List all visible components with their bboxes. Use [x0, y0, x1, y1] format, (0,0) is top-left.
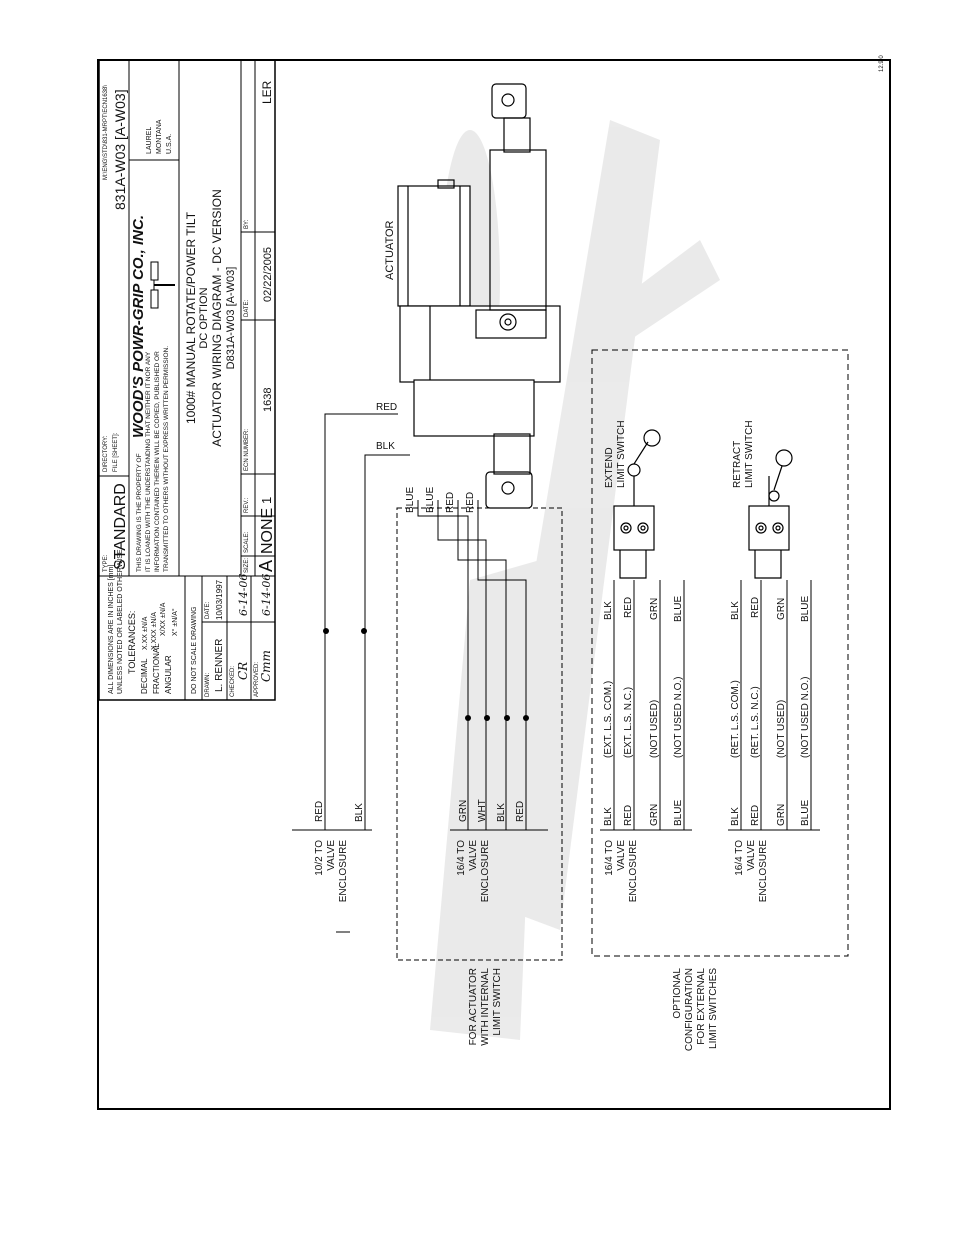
enclosure-10-2-wire-red: RED: [314, 800, 325, 822]
file-value: 831A-W03 [A-W03]: [112, 89, 128, 210]
internal-wire-blue-2: BLUE: [425, 486, 436, 513]
ret-bottom-wire-grn: GRN: [776, 803, 787, 826]
ret-function-unused: (NOT USED): [776, 699, 787, 758]
property-line-2: IT IS LOANED WITH THE UNDERSTANDING THAT NEITHER IT NOR ANY: [145, 351, 152, 572]
enclosure-ext-line-3: ENCLOSURE: [628, 840, 639, 903]
enclosure-ext-line-2: VALVE: [616, 840, 627, 871]
tol-fractional: X/XX ±N/A: [160, 602, 167, 636]
drawing-title-4: D831A-W03 [A-W03]: [225, 266, 237, 370]
ext-function-nc: (EXT. L.S. N.C.): [623, 686, 634, 758]
ret-top-wire-red: RED: [750, 596, 761, 618]
ext-top-wire-blk: BLK: [603, 601, 614, 620]
ext-bottom-wire-blk: BLK: [603, 807, 614, 826]
internal-group-line-1: FOR ACTUATOR: [468, 968, 479, 1046]
ext-top-wire-red: RED: [623, 596, 634, 618]
ext-function-unused: (NOT USED): [649, 699, 660, 758]
internal-group-line-2: WITH INTERNAL: [480, 968, 491, 1046]
extend-switch-label-1: EXTEND: [604, 447, 615, 488]
enclosure-10-2-wire-blk: BLK: [354, 803, 365, 822]
file-label: FILE [SHEET]:: [113, 432, 119, 472]
ret-bottom-wire-red: RED: [750, 804, 761, 826]
optional-group-line-3: FOR EXTERNAL: [696, 968, 707, 1045]
enclosure-10-2-line-2: VALVE: [326, 840, 337, 871]
ext-function-no: (NOT USED N.O.): [673, 676, 684, 758]
internal-wire-blue-1: BLUE: [405, 486, 416, 513]
enclosure-10-2-line-1: 10/2 TO: [314, 840, 325, 876]
internal-wire-red-1: RED: [445, 491, 456, 513]
enclosure-internal-line-3: ENCLOSURE: [480, 840, 491, 903]
checked-date: 6-14-06: [237, 573, 250, 616]
tol-header-fractional: FRACTIONAL: [152, 643, 161, 694]
internal-wire-red-2: RED: [465, 491, 476, 513]
retract-switch-label-2: LIMIT SWITCH: [744, 420, 755, 488]
tolerances-label: TOLERANCES:: [127, 610, 137, 674]
actuator-wire-blk: BLK: [376, 441, 395, 452]
rev-date-label: DATE:: [244, 299, 250, 317]
ext-top-wire-grn: GRN: [649, 597, 660, 620]
ret-top-wire-blue: BLUE: [800, 595, 811, 622]
drawn-by: L. RENNER: [214, 638, 225, 692]
internal-group-line-3: LIMIT SWITCH: [492, 968, 503, 1036]
splice-dot-grn: [465, 715, 471, 721]
ret-top-wire-grn: GRN: [776, 597, 787, 620]
size-value: A: [256, 559, 276, 572]
optional-group-line-4: LIMIT SWITCHES: [708, 968, 719, 1049]
tol-decimal-2: X.XXX ±N/A: [151, 611, 158, 650]
by-value: LER: [260, 80, 274, 104]
property-line-4: TRANSMITTED TO OTHERS WITHOUT EXPRESS WRITTEN PERMISSION.: [163, 345, 170, 572]
location-3: U.S.A.: [166, 133, 173, 154]
internal-enc-wire-blk: BLK: [496, 803, 507, 822]
drawing-title-2: DC OPTION: [198, 287, 210, 349]
actuator-wire-red: RED: [376, 402, 398, 413]
retract-limit-switch: [749, 450, 792, 578]
drawing-title-1: 1000# MANUAL ROTATE/POWER TILT: [184, 211, 198, 425]
size-label: SIZE:: [244, 557, 250, 573]
ext-function-com: (EXT. L.S. COM.): [603, 680, 614, 758]
drawn-date-label: DATE:: [205, 601, 211, 619]
splice-dot-red2: [523, 715, 529, 721]
enclosure-internal-line-1: 16/4 TO: [456, 840, 467, 876]
ret-function-nc: (RET. L.S. N.C.): [750, 686, 761, 758]
extend-switch-label-2: LIMIT SWITCH: [616, 420, 627, 488]
location-2: MONTANA: [156, 119, 163, 154]
top-code: 12.9.0: [879, 55, 885, 72]
rev-value: 1: [259, 496, 274, 504]
title-block: [99, 60, 276, 700]
scale-label: SCALE:: [244, 531, 250, 553]
ret-bottom-wire-blk: BLK: [730, 807, 741, 826]
checked-label: CHECKED:: [230, 665, 236, 697]
internal-enc-wire-grn: GRN: [458, 799, 469, 822]
ext-bottom-wire-blue: BLUE: [673, 799, 684, 826]
drawing-title-3: ACTUATOR WIRING DIAGRAM - DC VERSION: [210, 189, 224, 447]
rev-label: REV.:: [244, 497, 250, 513]
type-value: STANDARD: [112, 483, 129, 570]
enclosure-10-2-line-3: ENCLOSURE: [338, 840, 349, 903]
enclosure-ret-line-1: 16/4 TO: [734, 840, 745, 876]
ext-bottom-wire-grn: GRN: [649, 803, 660, 826]
ecn-value: 1638: [262, 387, 274, 412]
ret-function-com: (RET. L.S. COM.): [730, 680, 741, 758]
directory-label: DIRECTORY:: [103, 435, 109, 472]
ext-bottom-wire-red: RED: [623, 804, 634, 826]
splice-dot-blk2: [504, 715, 510, 721]
ret-function-no: (NOT USED N.O.): [800, 676, 811, 758]
drawn-label: DRAWN:: [205, 672, 211, 697]
enclosure-ext-line-1: 16/4 TO: [604, 840, 615, 876]
internal-enc-wire-red: RED: [515, 800, 526, 822]
dimensions-note-1: ALL DIMENSIONS ARE IN INCHES [mm]: [108, 564, 115, 694]
scale-value: NONE: [259, 507, 276, 554]
property-line-1: THIS DRAWING IS THE PROPERTY OF: [136, 453, 143, 572]
approved-date: 6-14-06: [260, 573, 273, 616]
enclosure-ret-line-2: VALVE: [746, 840, 757, 871]
by-label: BY:: [244, 219, 250, 229]
drawn-date: 10/03/1997: [215, 579, 224, 620]
do-not-scale-note: DO NOT SCALE DRAWING: [191, 606, 198, 694]
tol-header-angular: ANGULAR: [164, 655, 173, 694]
directory-value: M:\ENG\STD\831-MRPT\ECN1638\: [103, 84, 109, 180]
actuator-label: ACTUATOR: [384, 220, 396, 280]
location-1: LAUREL: [146, 126, 153, 154]
optional-group-line-1: OPTIONAL: [672, 968, 683, 1019]
ret-bottom-wire-blue: BLUE: [800, 799, 811, 826]
retract-switch-label-1: RETRACT: [732, 440, 743, 488]
optional-group-line-2: CONFIGURATION: [684, 968, 695, 1052]
dimensions-note-2: UNLESS NOTED OR LABELED OTHERWISE: [117, 549, 124, 694]
splice-dot-blk: [361, 628, 367, 634]
ext-top-wire-blue: BLUE: [673, 595, 684, 622]
tol-decimal-1: X.XX ±N/A: [142, 616, 149, 650]
splice-dot-wht: [484, 715, 490, 721]
ecn-label: ECN NUMBER:: [244, 428, 250, 471]
company-name: WOOD'S POWR-GRIP CO., INC.: [130, 214, 147, 438]
approved-by: Cmm: [259, 650, 273, 682]
company-logo-icon: [151, 262, 175, 308]
enclosure-ret-line-3: ENCLOSURE: [758, 840, 769, 903]
approved-label: APPROVED:: [254, 661, 260, 697]
rev-date: 02/22/2005: [262, 246, 274, 302]
checked-by: CR: [236, 661, 250, 680]
tol-header-decimal: DECIMAL: [140, 658, 149, 694]
enclosure-internal-line-2: VALVE: [468, 840, 479, 871]
type-label: TYPE:: [103, 554, 109, 572]
tol-angular: X° ±N/A°: [172, 608, 179, 636]
ret-top-wire-blk: BLK: [730, 601, 741, 620]
property-line-3: INFORMATION CONTAINED THEREIN WILL BE COPIED, PUBLISHED OR: [154, 351, 161, 572]
powr-grip-watermark: [430, 120, 720, 1040]
internal-enc-wire-wht: WHT: [477, 799, 488, 822]
splice-dot-red: [323, 628, 329, 634]
